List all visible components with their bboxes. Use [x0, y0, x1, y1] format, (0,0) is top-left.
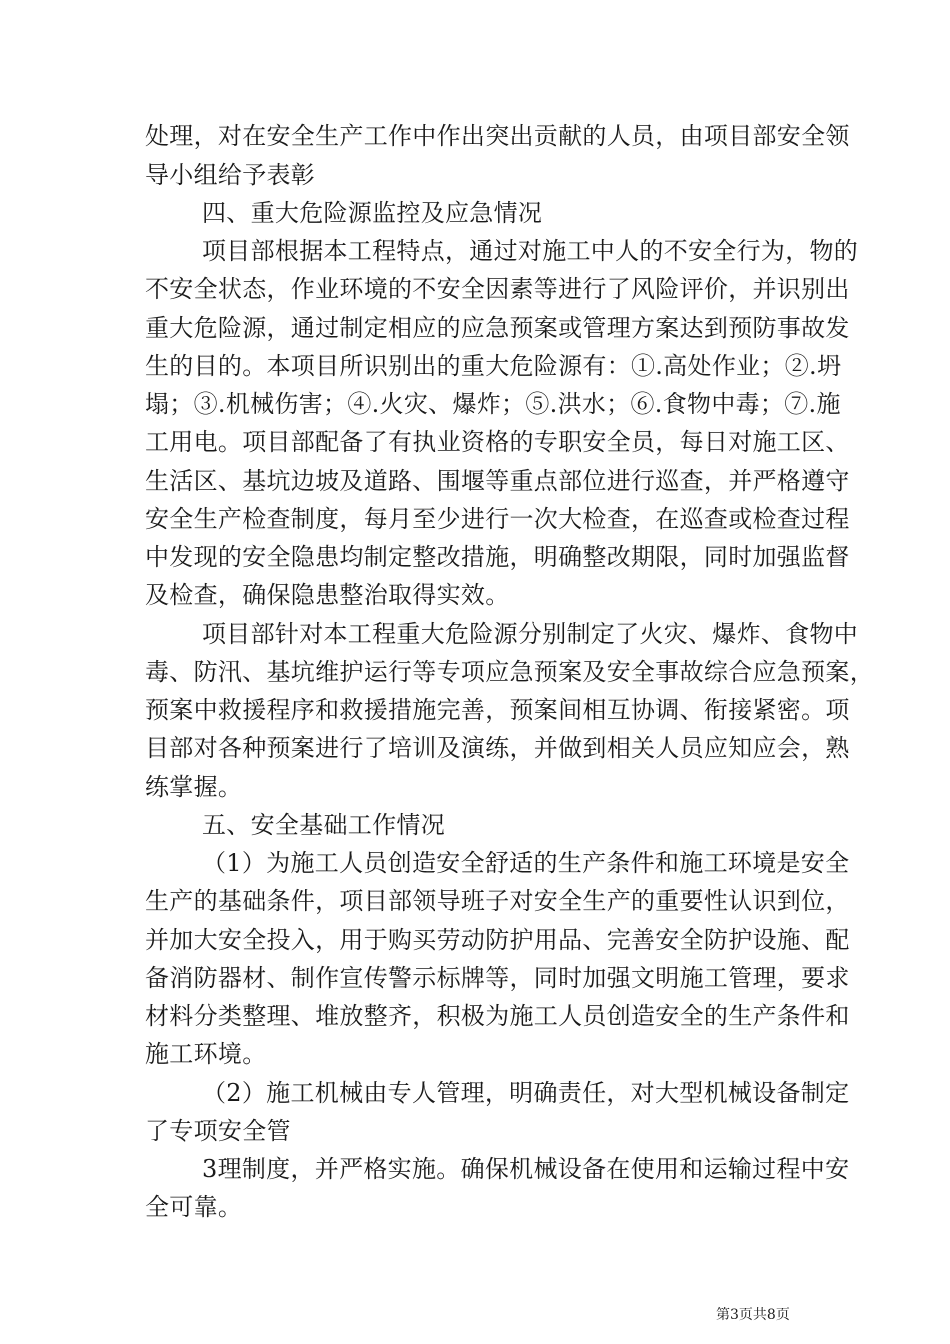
- body-line: 练掌握。: [145, 773, 243, 801]
- body-line: 全可靠。: [145, 1193, 243, 1221]
- body-line: 导小组给予表彰: [145, 161, 316, 189]
- body-line: 生的目的。本项目所识别出的重大危险源有：①.高处作业；②.坍: [145, 352, 842, 380]
- body-line: 3理制度，并严格实施。确保机械设备在使用和运输过程中安: [202, 1155, 850, 1183]
- body-line: 不安全状态，作业环境的不安全因素等进行了风险评价，并识别出: [145, 275, 850, 303]
- section-heading: 四、重大危险源监控及应急情况: [202, 199, 543, 227]
- body-line: 生活区、基坑边坡及道路、围堰等重点部位进行巡查，并严格遵守: [145, 467, 850, 495]
- body-line: 项目部针对本工程重大危险源分别制定了火灾、爆炸、食物中: [202, 620, 859, 648]
- body-line: 重大危险源，通过制定相应的应急预案或管理方案达到预防事故发: [145, 314, 850, 342]
- body-line: 预案中救援程序和救援措施完善，预案间相互协调、衔接紧密。项: [145, 696, 850, 724]
- body-line: 工用电。项目部配备了有执业资格的专职安全员，每日对施工区、: [145, 428, 850, 456]
- body-line: 目部对各种预案进行了培训及演练，并做到相关人员应知应会，熟: [145, 734, 850, 762]
- body-line: 项目部根据本工程特点，通过对施工中人的不安全行为，物的: [202, 237, 859, 265]
- body-line: 中发现的安全隐患均制定整改措施，明确整改期限，同时加强监督: [145, 543, 850, 571]
- body-line: 了专项安全管: [145, 1117, 291, 1145]
- body-line: 及检查，确保隐患整治取得实效。: [145, 581, 510, 609]
- body-line: 生产的基础条件，项目部领导班子对安全生产的重要性认识到位，: [145, 887, 850, 915]
- body-line: 材料分类整理、堆放整齐，积极为施工人员创造安全的生产条件和: [145, 1002, 850, 1030]
- body-line: 安全生产检查制度，每月至少进行一次大检查，在巡查或检查过程: [145, 505, 850, 533]
- body-line: 塌；③.机械伤害；④.火灾、爆炸；⑤.洪水；⑥.食物中毒；⑦.施: [145, 390, 841, 418]
- body-line: 处理，对在安全生产工作中作出突出贡献的人员，由项目部安全领: [145, 122, 850, 150]
- page-number: 第3页共8页: [716, 1307, 790, 1323]
- section-heading: 五、安全基础工作情况: [202, 811, 445, 839]
- body-line: 并加大安全投入，用于购买劳动防护用品、完善安全防护设施、配: [145, 926, 850, 954]
- body-line: 施工环境。: [145, 1040, 267, 1068]
- body-line: 备消防器材、制作宣传警示标牌等，同时加强文明施工管理，要求: [145, 964, 850, 992]
- body-line: （2）施工机械由专人管理，明确责任，对大型机械设备制定: [202, 1079, 850, 1107]
- body-line: （1）为施工人员创造安全舒适的生产条件和施工环境是安全: [202, 849, 850, 877]
- body-line: 毒、防汛、基坑维护运行等专项应急预案及安全事故综合应急预案，: [145, 658, 874, 686]
